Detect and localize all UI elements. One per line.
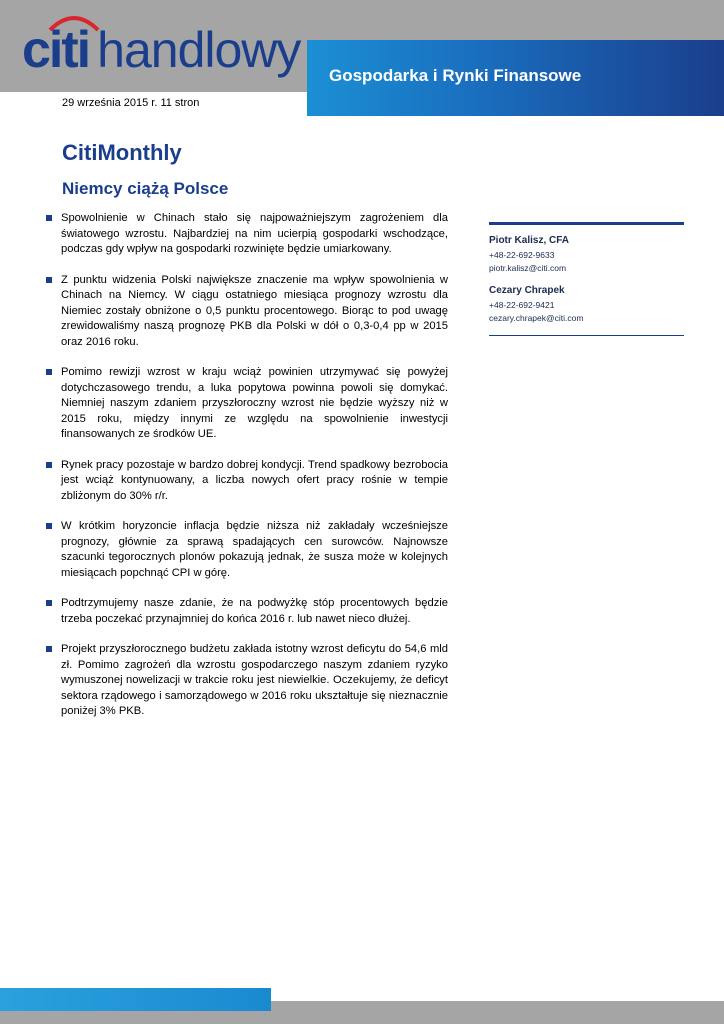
bullet-square-icon — [46, 215, 52, 221]
contact-card — [489, 235, 684, 275]
contact-email[interactable]: cezary.chrapek@citi.com — [489, 313, 584, 323]
bullet-item — [46, 596, 448, 627]
contacts-top-rule — [489, 222, 684, 225]
logo-arc-icon — [48, 10, 100, 32]
contact-name: Piotr Kalisz, CFA — [489, 235, 570, 246]
bullet-square-icon — [46, 462, 52, 468]
contact-name: Cezary Chrapek — [489, 285, 565, 296]
bullet-square-icon — [46, 277, 52, 283]
contact-email[interactable]: piotr.kalisz@citi.com — [489, 263, 567, 273]
bullet-text: Z punktu widzenia Polski największe znaczenie ma wpływ spowolnienia w Chinach na Niemcy. W ciągu ostatniego miesiąca prognozy wzrostu dla Niemiec zostały obniżone o 0,5 punktu procentowego. Biorąc to pod uwagę zrewidowaliśmy naszą prognozę PKB dla Polski w dół o 0,3-0,4 pp w 2015 oraz 2016 roku. — [61, 273, 448, 348]
contact-phone: +48-22-692-9633 — [489, 250, 555, 260]
contact-card — [489, 285, 684, 325]
bullet-item — [46, 211, 448, 258]
bullet-square-icon — [46, 523, 52, 529]
bullet-text: W krótkim horyzoncie inflacja będzie niższa niż zakładały wcześniejsze prognozy, głównie za sprawą spadających cen surowców. Najnowsze szacunki tegorocznych plonów pokazują jednak, że susza może w kolejnych miesiącach popchnąć CPI w górę. — [61, 520, 448, 579]
bullet-text: Rynek pracy pozostaje w bardzo dobrej kondycji. Trend spadkowy bezrobocia jest wciąż kontynuowany, a liczba nowych ofert pracy rośnie w tempie zbliżonym do 30% r/r. — [61, 458, 448, 502]
citi-handlowy-logo — [22, 16, 301, 79]
publication-date: 29 września 2015 r. 11 stron — [62, 97, 200, 109]
summary-bullets — [46, 211, 448, 735]
bullet-text: Spowolnienie w Chinach stało się najpoważniejszym zagrożeniem dla światowego wzrostu. Najbardziej na nim ucierpią gospodarki wschodzące, podczas gdy wpływ na gospodarki rozwinięte będzie umiarkowany. — [61, 212, 448, 255]
contacts-bottom-rule — [489, 335, 684, 336]
contact-phone: +48-22-692-9421 — [489, 300, 555, 310]
bullet-text: Pomimo rewizji wzrost w kraju wciąż powinien utrzymywać się powyżej dotychczasowego trendu, a luka popytowa powinna powoli się domykać. Niemniej naszym zdaniem przyszłoroczny wzrost nie będzie wyższy niż w 2015 roku, między innymi ze względu na spowolnienie inwestycji finansowanych ze środków UE. — [61, 366, 448, 440]
bullet-item — [46, 365, 448, 443]
section-banner — [307, 40, 724, 116]
bullet-text: Projekt przyszłorocznego budżetu zakłada istotny wzrost deficytu do 54,6 mld zł. Pomimo zagrożeń dla wzrostu gospodarczego naszym zdaniem ryzyko wymuszonej nowelizacji w trakcie roku jest niewielkie. Oczekujemy, że deficyt sektora rządowego i samorządowego w 2016 roku ukształtuje się nieznacznie poniżej 3% PKB. — [61, 643, 448, 717]
analyst-contacts — [489, 222, 684, 336]
logo-citi-text: citi — [22, 21, 90, 79]
bullet-item — [46, 642, 448, 720]
footer-accent — [0, 988, 271, 1011]
logo-handlowy-text: handlowy — [97, 22, 301, 78]
document-subtitle: Niemcy ciążą Polsce — [62, 179, 229, 198]
section-title: Gospodarka i Rynki Finansowe — [329, 66, 582, 85]
bullet-item — [46, 519, 448, 581]
bullet-square-icon — [46, 600, 52, 606]
bullet-item — [46, 458, 448, 505]
bullet-text: Podtrzymujemy nasze zdanie, że na podwyżkę stóp procentowych będzie trzeba poczekać przynajmniej do końca 2016 r. lub nawet nieco dłużej. — [61, 597, 448, 625]
bullet-square-icon — [46, 646, 52, 652]
bullet-square-icon — [46, 369, 52, 375]
bullet-item — [46, 273, 448, 351]
document-title: CitiMonthly — [62, 140, 182, 165]
